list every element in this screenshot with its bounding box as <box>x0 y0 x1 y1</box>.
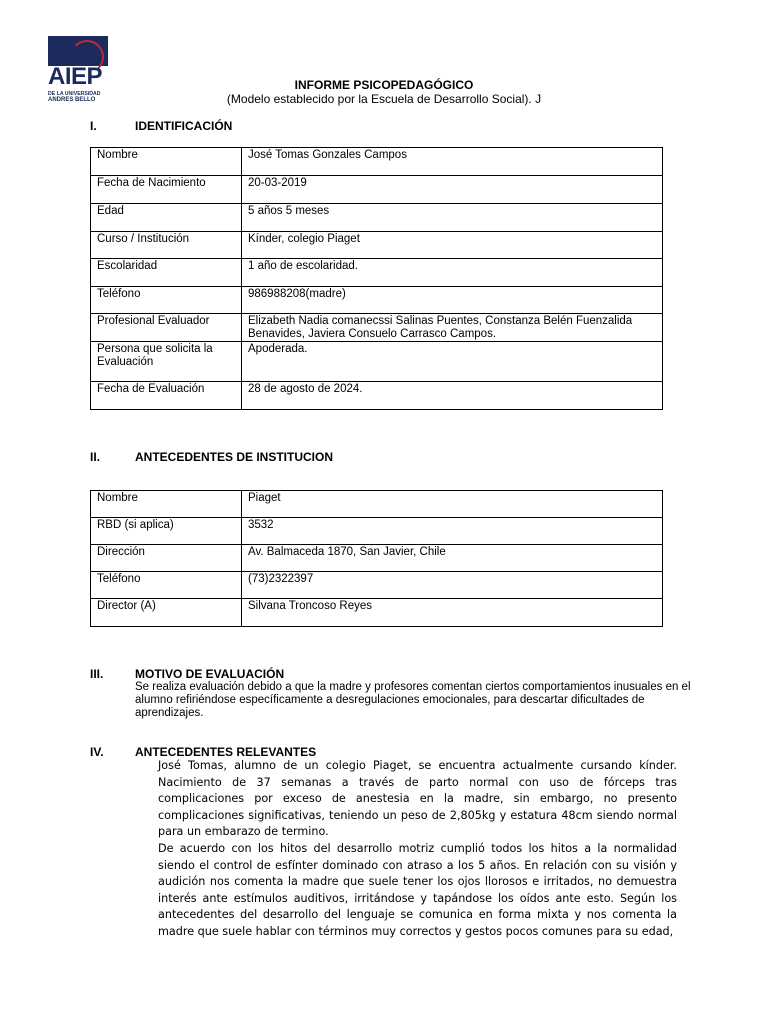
section-label: ANTECEDENTES DE INSTITUCION <box>135 450 334 464</box>
row-label: Persona que solicita la Evaluación <box>91 342 242 382</box>
antecedentes-paragraph-2: De acuerdo con los hitos del desarrollo motriz cumplió todos los hitos a la normalidad siendo el control de esfínter dominado con atraso a los 5 años. En relación con su visión y audición nos comenta la madre que suele tener los ojos llorosos e irritados, no demuestra interés ante estímulos auditivos, irritándose y tapándose los oídos ante esto. Según los antecedentes del desarrollo del lenguaje se comunica en forma mixta y nos comenta la madre que suele hablar con términos muy correctos y gestos pocos comunes para su edad, <box>158 841 677 938</box>
row-value: Elizabeth Nadia comanecssi Salinas Puentes, Constanza Belén Fuenzalida Benavides, Javiera Consuelo Carrasco Campos. <box>242 314 663 342</box>
table-row <box>91 232 663 259</box>
table-row <box>91 518 663 545</box>
table-row <box>91 599 663 627</box>
row-value: José Tomas Gonzales Campos <box>242 148 663 176</box>
row-label: Fecha de Evaluación <box>91 382 242 410</box>
antecedentes-paragraph-1: José Tomas, alumno de un colegio Piaget, se encuentra actualmente cursando kínder. Nacimiento de 37 semanas a través de parto normal con uso de fórceps tras complicaciones por exceso de anestesia en la madre, sin embargo, no presento complicaciones significativas, teniendo un peso de 2,805kg y estatura 48cm siendo normal para un embarazo de termino. <box>158 759 677 839</box>
row-value: 986988208(madre) <box>242 287 663 314</box>
table-row <box>91 148 663 176</box>
row-label: Teléfono <box>91 572 242 599</box>
row-label: Teléfono <box>91 287 242 314</box>
row-label: Director (A) <box>91 599 242 627</box>
table-row <box>91 572 663 599</box>
row-label: Dirección <box>91 545 242 572</box>
table-row <box>91 314 663 342</box>
row-value: Piaget <box>242 491 663 518</box>
logo-text: AIEP <box>48 63 103 90</box>
table-row <box>91 342 663 382</box>
row-label: Escolaridad <box>91 259 242 287</box>
row-value: Silvana Troncoso Reyes <box>242 599 663 627</box>
section-label: MOTIVO DE EVALUACIÓN <box>135 667 285 681</box>
row-label: RBD (si aplica) <box>91 518 242 545</box>
antecedentes-body <box>158 758 677 941</box>
table-row <box>91 545 663 572</box>
row-label: Profesional Evaluador <box>91 314 242 342</box>
row-label: Nombre <box>91 491 242 518</box>
row-label: Nombre <box>91 148 242 176</box>
document-title: INFORME PSICOPEDAGÓGICO <box>294 78 474 92</box>
logo-subtitle-1: DE LA UNIVERSIDAD <box>48 91 101 97</box>
table-row <box>91 491 663 518</box>
row-label: Fecha de Nacimiento <box>91 176 242 204</box>
section-number: IV. <box>90 745 104 759</box>
row-value: 5 años 5 meses <box>242 204 663 232</box>
row-value: Av. Balmaceda 1870, San Javier, Chile <box>242 545 663 572</box>
row-label: Curso / Institución <box>91 232 242 259</box>
row-value: Kínder, colegio Piaget <box>242 232 663 259</box>
section-label: ANTECEDENTES RELEVANTES <box>135 745 317 759</box>
section-number: I. <box>90 119 97 133</box>
section-number: III. <box>90 667 104 681</box>
row-value: 20-03-2019 <box>242 176 663 204</box>
row-value: 28 de agosto de 2024. <box>242 382 663 410</box>
row-value: (73)2322397 <box>242 572 663 599</box>
institucion-table <box>90 490 663 627</box>
row-value: Apoderada. <box>242 342 663 382</box>
logo-subtitle-2: ANDRES BELLO <box>48 97 96 103</box>
table-row <box>91 176 663 204</box>
motivo-paragraph: Se realiza evaluación debido a que la madre y profesores comentan ciertos comportamientos inusuales en el alumno refiriéndose específicamente a desregulaciones emocionales, para descartar dificultades de aprendizajes. <box>135 681 691 719</box>
table-row <box>91 204 663 232</box>
section-number: II. <box>90 450 101 464</box>
table-row <box>91 382 663 410</box>
row-label: Edad <box>91 204 242 232</box>
row-value: 3532 <box>242 518 663 545</box>
row-value: 1 año de escolaridad. <box>242 259 663 287</box>
table-row <box>91 287 663 314</box>
identificacion-table <box>90 147 663 410</box>
document-subtitle: (Modelo establecido por la Escuela de Desarrollo Social). J <box>226 92 542 106</box>
table-row <box>91 259 663 287</box>
section-label: IDENTIFICACIÓN <box>135 119 233 133</box>
